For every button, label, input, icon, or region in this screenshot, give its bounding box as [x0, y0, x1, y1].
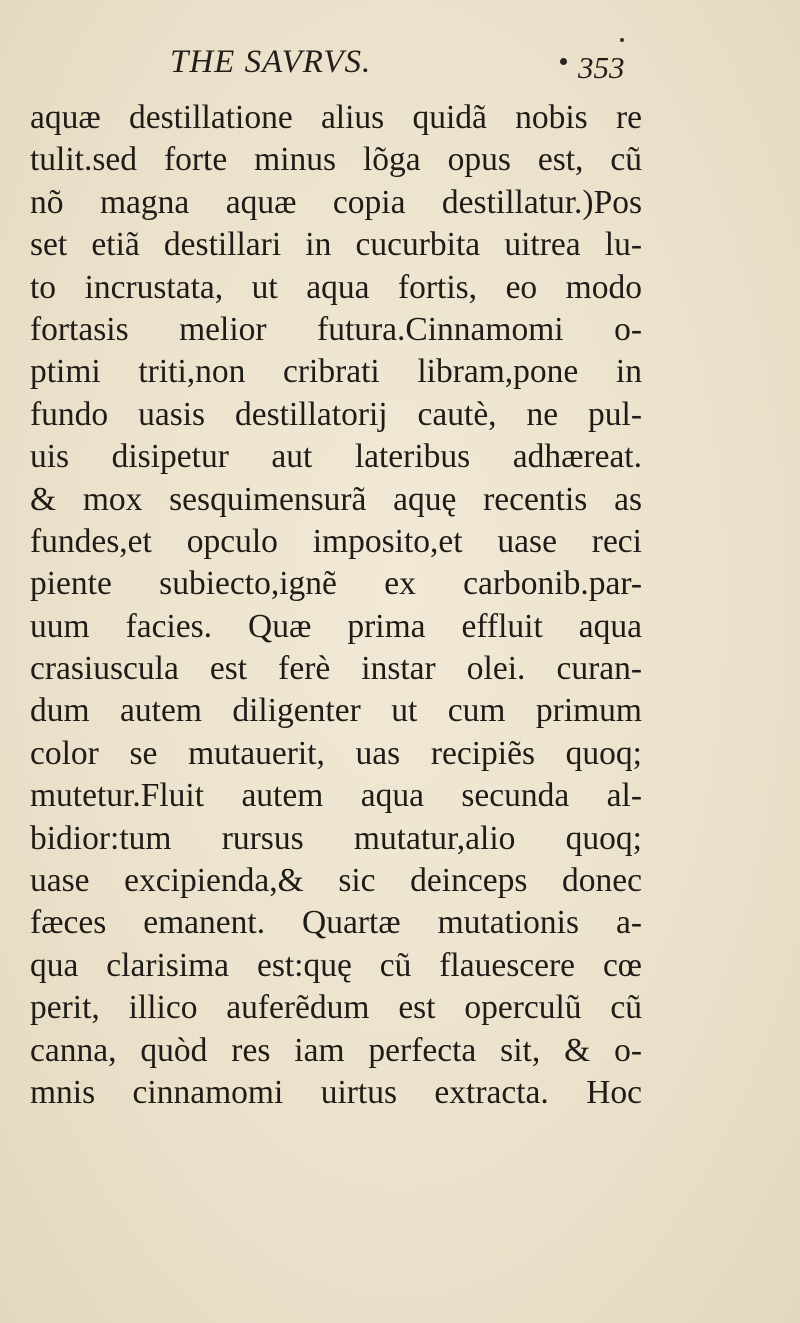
text-line: perit, illico auferẽdum est operculũ cũ	[30, 989, 642, 1027]
text-line: fundo uasis destillatorij cautè, ne pul-	[30, 395, 642, 433]
running-title: THE SAVRVS.	[170, 44, 372, 80]
header-bullet	[560, 58, 567, 65]
text-line: aquæ destillatione alius quidã nobis re	[30, 99, 642, 136]
text-line: bidior:tum rursus mutatur,alio quoq;	[30, 819, 642, 857]
text-line: qua clarisima est:quę cũ flauescere cœ	[30, 946, 642, 984]
text-line: fundes,et opculo imposito,et uase reci	[30, 522, 642, 560]
text-line: color se mutauerit, uas recipiẽs quoq;	[30, 734, 642, 772]
body-text	[30, 97, 642, 1114]
text-line: nõ magna aquæ copia destillatur.)Pos	[30, 183, 642, 221]
text-line: uum facies. Quæ prima effluit aqua	[30, 607, 642, 645]
text-line: mnis cinnamomi uirtus extracta. Hoc	[30, 1073, 642, 1111]
text-line: canna, quòd res iam perfecta sit, & o-	[30, 1031, 642, 1069]
text-line: uase excipienda,& sic deinceps donec	[30, 862, 642, 900]
text-line: set etiã destillari in cucurbita uitrea lu-	[30, 226, 642, 264]
text-line: ptimi triti,non cribrati libram,pone in	[30, 353, 642, 391]
text-line: tulit.sed forte minus lõga opus est, cũ	[30, 141, 642, 179]
text-line: fortasis melior futura.Cinnamomi o-	[30, 310, 642, 348]
text-line: uis disipetur aut lateribus adhæreat.	[30, 438, 642, 476]
text-line: crasiuscula est ferè instar olei. curan-	[30, 650, 642, 688]
text-line: fæces emanent. Quartæ mutationis a-	[30, 904, 642, 942]
ink-speck	[620, 38, 624, 42]
text-line: to incrustata, ut aqua fortis, eo modo	[30, 268, 642, 306]
text-line: mutetur.Fluit autem aqua secunda al-	[30, 777, 642, 815]
page-number: 353	[578, 50, 625, 85]
text-line: piente subiecto,ignẽ ex carbonib.par-	[30, 565, 642, 603]
text-line: dum autem diligenter ut cum primum	[30, 692, 642, 730]
text-line: & mox sesquimensurã aquę recentis as	[30, 480, 642, 518]
